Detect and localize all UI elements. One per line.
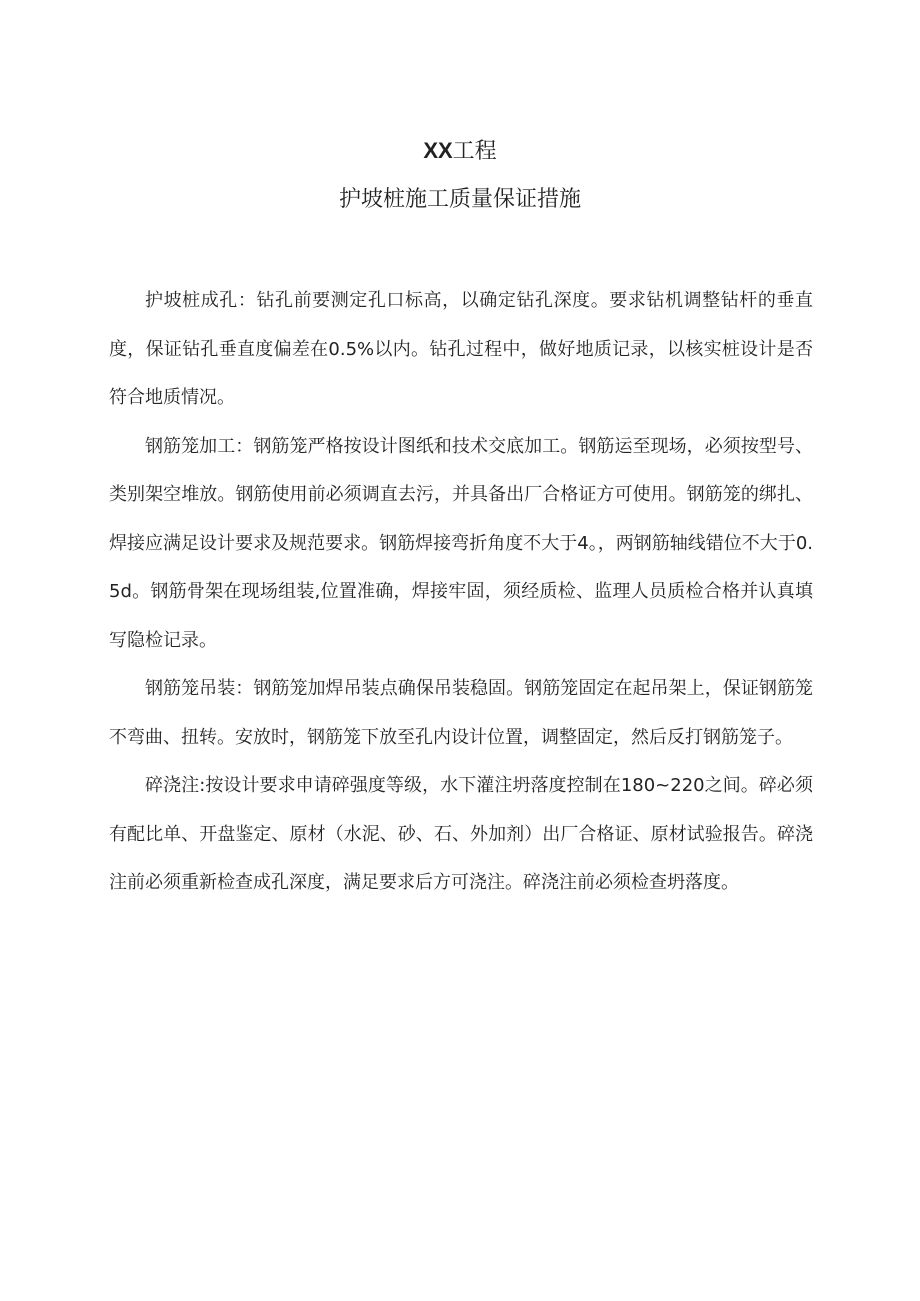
paragraph-cage-hoisting: 钢筋笼吊装：钢筋笼加焊吊装点确保吊装稳固。钢筋笼固定在起吊架上，保证钢筋笼不弯曲、扭转。安放时，钢筋笼下放至孔内设计位置，调整固定，然后反打钢筋笼子。: [109, 678, 813, 748]
paragraph-concrete-pouring: 碎浇注:按设计要求申请碎强度等级，水下灌注坍落度控制在180~220之间。碎必须有配比单、开盘鉴定、原材（水泥、砂、石、外加剂）出厂合格证、原材试验报告。碎浇注前必须重新检查成孔深度，满足要求后方可浇注。碎浇注前必须检查坍落度。: [109, 775, 813, 893]
title-project-code: XX: [423, 138, 453, 163]
document-subtitle: 护坡桩施工质量保证措施: [338, 187, 581, 212]
paragraph-cage-fabrication: 钢筋笼加工：钢筋笼严格按设计图纸和技术交底加工。钢筋运至现场，必须按型号、类别架空堆放。钢筋使用前必须调直去污，并具备出厂合格证方可使用。钢筋笼的绑扎、焊接应满足设计要求及规范要求。钢筋焊接弯折角度不大于4。，两钢筋轴线错位不大于0.5d。钢筋骨架在现场组装,位置准确，焊接牢固，须经质检、监理人员质检合格并认真填写隐检记录。: [109, 435, 813, 651]
document-body: [109, 277, 813, 908]
paragraph-pile-drilling: 护坡桩成孔：钻孔前要测定孔口标高，以确定钻孔深度。要求钻机调整钻杆的垂直度，保证钻孔垂直度偏差在0.5%以内。钻孔过程中，做好地质记录，以核实桩设计是否符合地质情况。: [109, 290, 813, 408]
title-suffix: 工程: [452, 139, 497, 164]
document-title: [0, 137, 920, 166]
